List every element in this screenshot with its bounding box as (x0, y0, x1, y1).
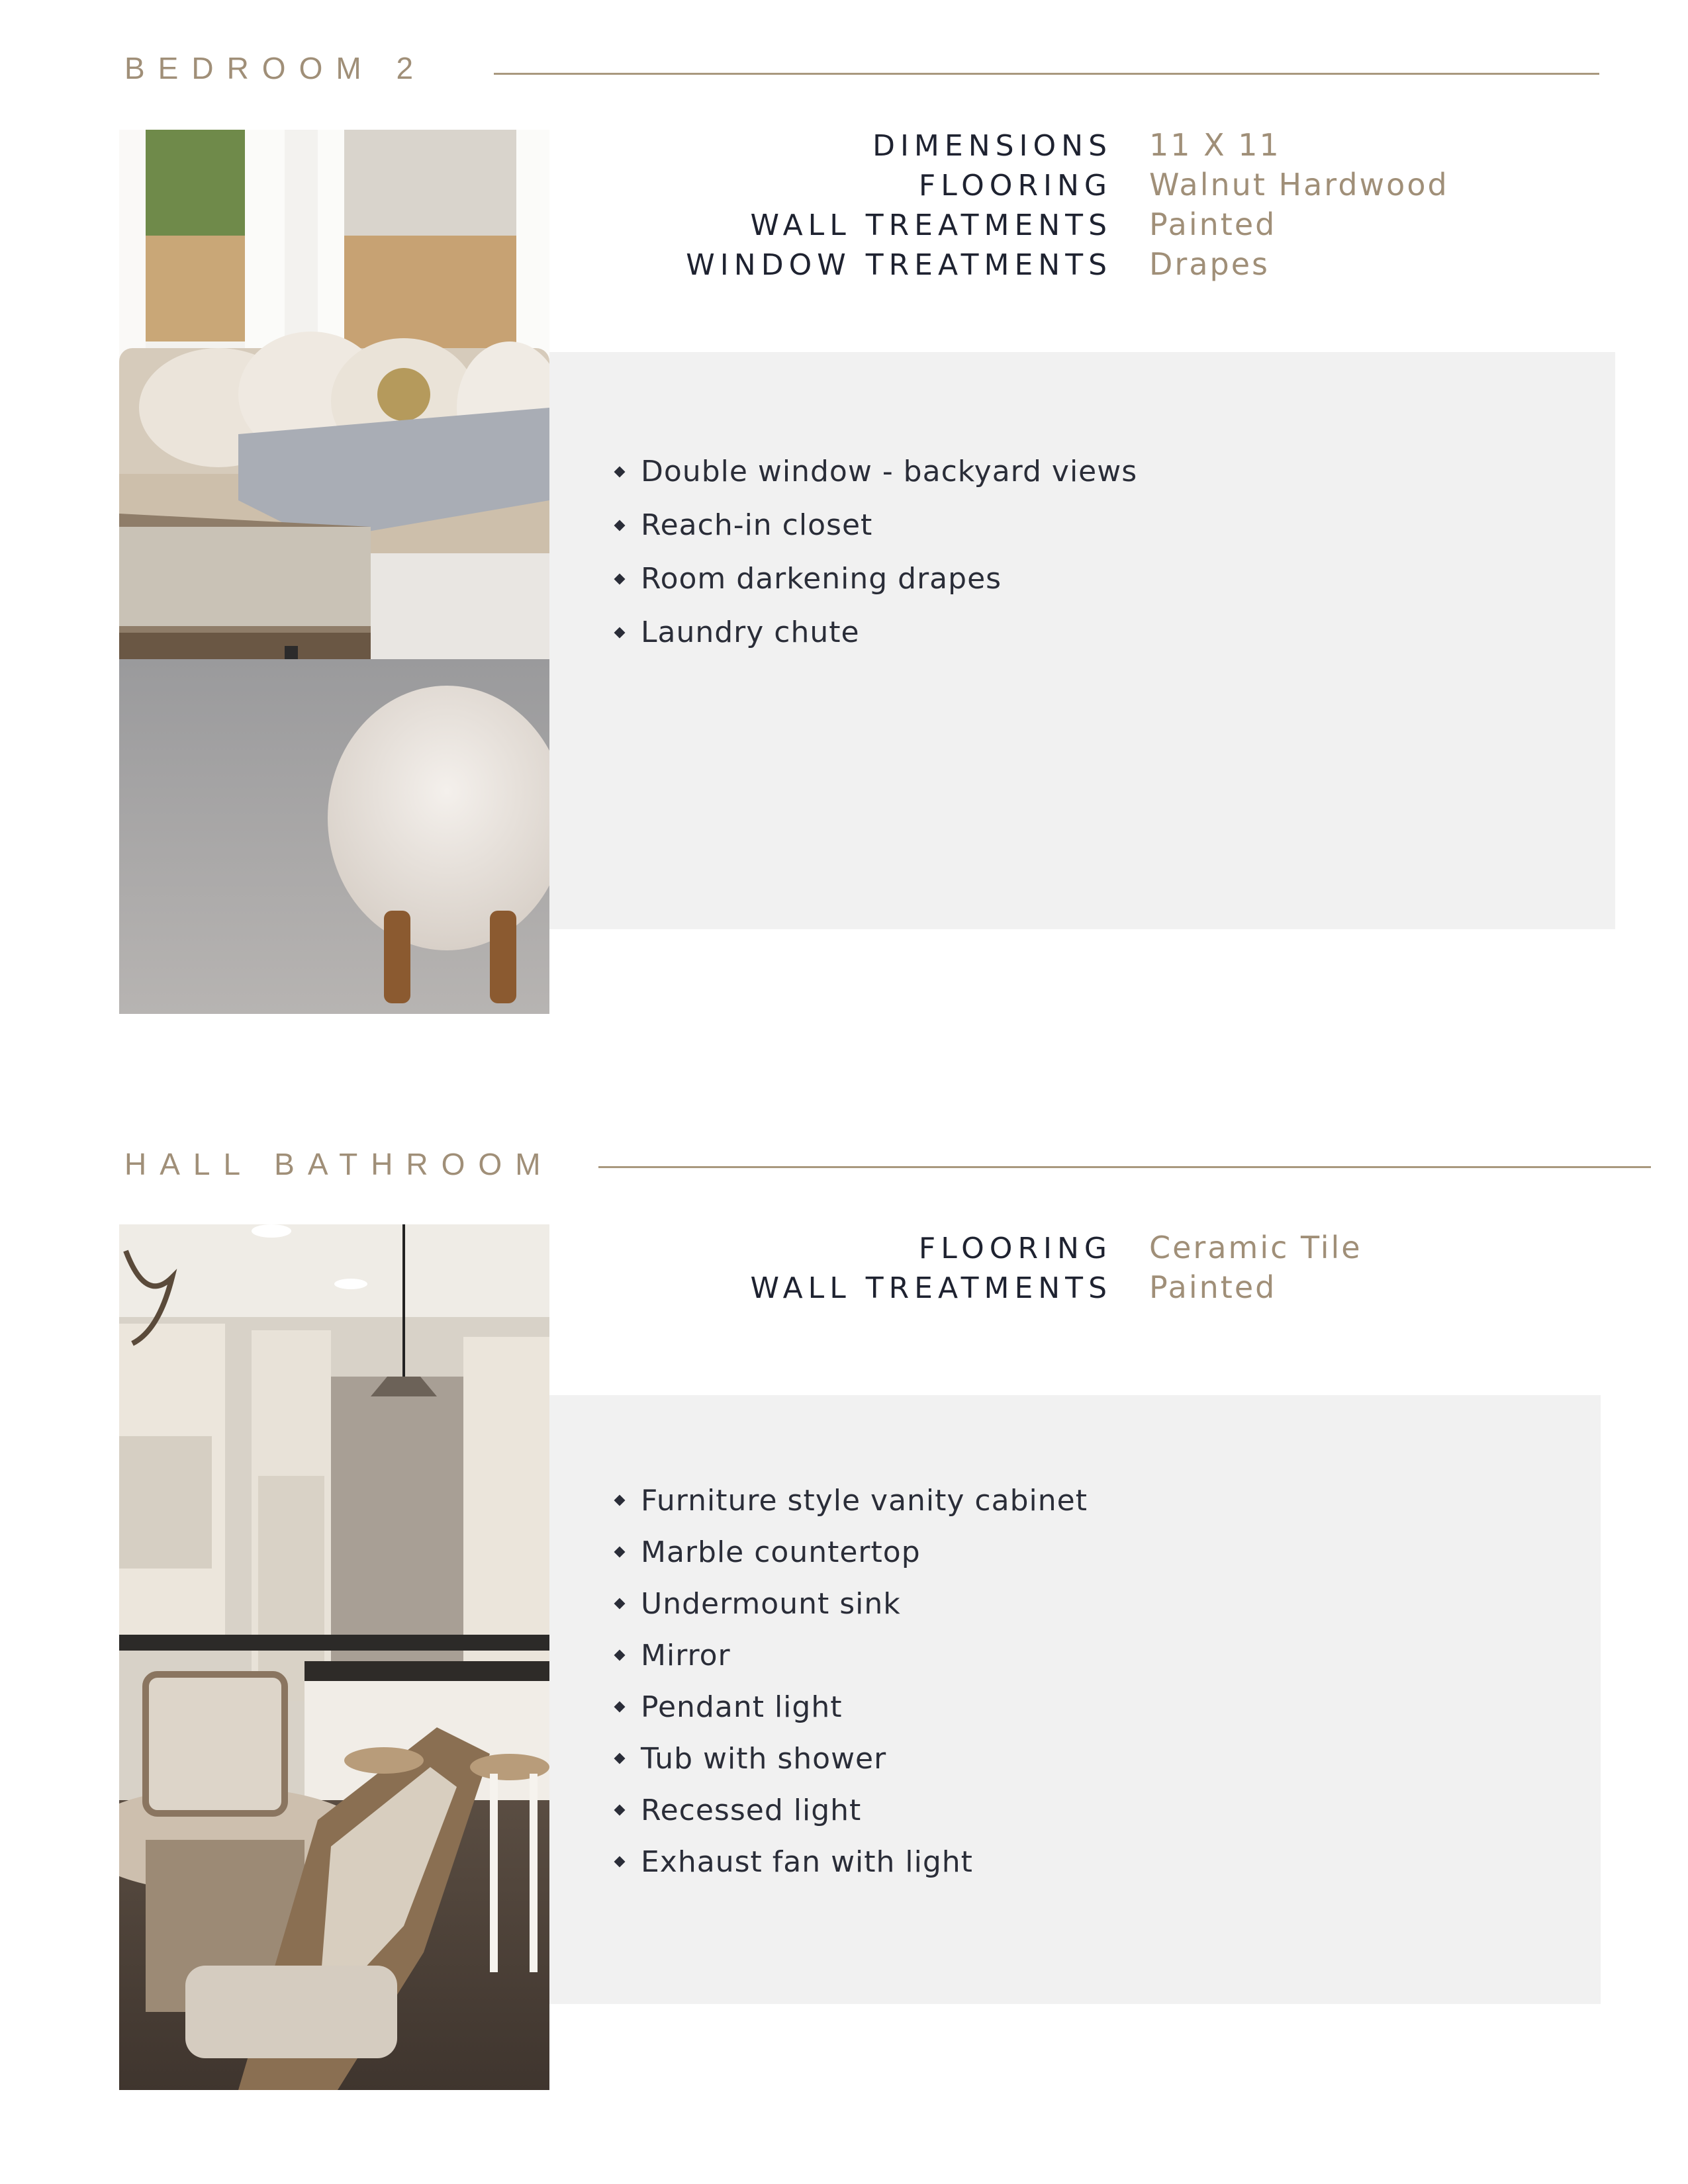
list-item (616, 1681, 1088, 1733)
section-title-bedroom-2: BEDROOM 2 (124, 51, 427, 85)
spec-row-wall-treatments (569, 1269, 1496, 1309)
section-divider (598, 1166, 1651, 1168)
spec-value: Ceramic Tile (1149, 1230, 1362, 1265)
bathroom-features-panel (549, 1395, 1601, 2004)
list-item (616, 1475, 1088, 1526)
list-item (616, 1629, 1088, 1681)
spec-row-dimensions (569, 127, 1496, 167)
spec-value: Painted (1149, 1269, 1277, 1305)
feature-text: Room darkening drapes (641, 562, 1002, 596)
list-item (616, 498, 1137, 552)
bullet-icon (614, 520, 626, 531)
feature-text: Marble countertop (641, 1535, 921, 1569)
list-item (616, 606, 1137, 659)
feature-text: Mirror (641, 1638, 731, 1672)
bullet-icon (614, 1495, 626, 1506)
spec-row-flooring (569, 1230, 1496, 1269)
spec-row-window-treatments (569, 246, 1496, 286)
spec-label: FLOORING (918, 169, 1112, 203)
bedroom-spec-table (569, 127, 1496, 286)
spec-value: Drapes (1149, 246, 1270, 282)
list-item (616, 1836, 1088, 1888)
spec-row-flooring (569, 167, 1496, 206)
bathroom-photo (119, 1224, 549, 2090)
feature-text: Exhaust fan with light (641, 1844, 973, 1879)
spec-label: FLOORING (918, 1232, 1112, 1265)
feature-text: Tub with shower (641, 1741, 887, 1776)
spec-label: DIMENSIONS (872, 129, 1112, 163)
feature-list (616, 1475, 1088, 1888)
feature-text: Double window - backyard views (641, 455, 1138, 488)
feature-text: Undermount sink (641, 1586, 901, 1621)
feature-text: Furniture style vanity cabinet (641, 1483, 1088, 1518)
spec-row-wall-treatments (569, 206, 1496, 246)
feature-text: Laundry chute (641, 615, 860, 649)
bullet-icon (614, 1598, 626, 1610)
bullet-icon (614, 573, 626, 584)
bullet-icon (614, 1805, 626, 1816)
spec-value: 11 X 11 (1149, 127, 1281, 163)
spec-label: WINDOW TREATMENTS (686, 248, 1112, 282)
bullet-icon (614, 1547, 626, 1558)
bullet-icon (614, 1650, 626, 1661)
bullet-icon (614, 1753, 626, 1764)
spec-value: Walnut Hardwood (1149, 167, 1449, 203)
list-item (616, 1526, 1088, 1578)
bullet-icon (614, 1702, 626, 1713)
spec-label: WALL TREATMENTS (750, 1271, 1112, 1305)
feature-text: Reach-in closet (641, 508, 873, 542)
section-divider (494, 73, 1599, 75)
bathroom-spec-table (569, 1230, 1496, 1309)
list-item (616, 552, 1137, 606)
list-item (616, 1578, 1088, 1629)
spec-label: WALL TREATMENTS (750, 208, 1112, 242)
bedroom-features-panel (549, 352, 1615, 929)
bullet-icon (614, 1856, 626, 1868)
feature-list (616, 445, 1137, 659)
list-item (616, 1733, 1088, 1784)
feature-text: Pendant light (641, 1690, 843, 1724)
bullet-icon (614, 627, 626, 638)
section-title-hall-bathroom: HALL BATHROOM (124, 1147, 554, 1181)
spec-value: Painted (1149, 206, 1277, 242)
bullet-icon (614, 466, 626, 477)
bedroom-photo (119, 130, 549, 1014)
list-item (616, 445, 1137, 498)
feature-text: Recessed light (641, 1793, 862, 1827)
list-item (616, 1784, 1088, 1836)
